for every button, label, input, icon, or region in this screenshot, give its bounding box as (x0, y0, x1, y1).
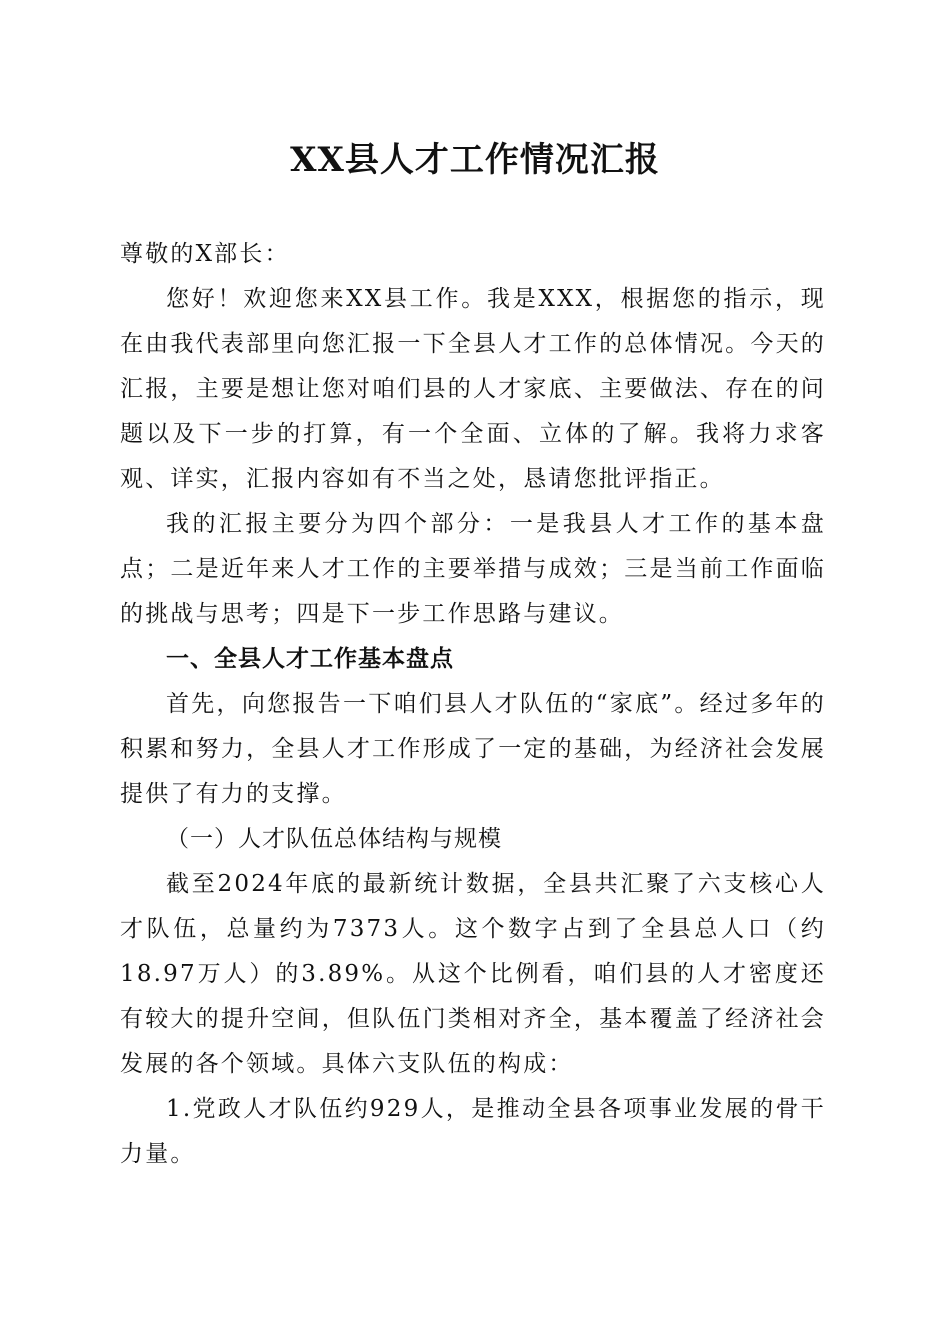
paragraph-statistics: 截至2024年底的最新统计数据，全县共汇聚了六支核心人才队伍，总量约为7373人。这个数字占到了全县总人口（约18.97万人）的3.89%。从这个比例看，咱们县的人才密度还有较大的提升空间，但队伍门类相对齐全，基本覆盖了经济社会发展的各个领域。具体六支队伍的构成： (120, 871, 826, 1077)
paragraph-section-intro: 首先，向您报告一下咱们县人才队伍的“家底”。经过多年的积累和努力，全县人才工作形成了一定的基础，为经济社会发展提供了有力的支撑。 (120, 691, 826, 807)
paragraph-greeting: 您好！欢迎您来XX县工作。我是XXX，根据您的指示，现在由我代表部里向您汇报一下全县人才工作的总体情况。今天的汇报，主要是想让您对咱们县的人才家底、主要做法、存在的问题以及下一步的打算，有一个全面、立体的了解。我将力求客观、详实，汇报内容如有不当之处，恳请您批评指正。 (120, 286, 826, 492)
paragraph-outline: 我的汇报主要分为四个部分：一是我县人才工作的基本盘点；二是近年来人才工作的主要举措与成效；三是当前工作面临的挑战与思考；四是下一步工作思路与建议。 (120, 511, 826, 627)
document-body (120, 232, 826, 1177)
list-item: 1.党政人才队伍约929人，是推动全县各项事业发展的骨干力量。 (120, 1096, 826, 1167)
document-title: XX县人才工作情况汇报 (290, 140, 660, 180)
section-heading: 一、全县人才工作基本盘点 (166, 646, 454, 672)
subsection-heading: （一）人才队伍总体结构与规模 (166, 826, 502, 852)
salutation: 尊敬的X部长： (120, 241, 290, 267)
